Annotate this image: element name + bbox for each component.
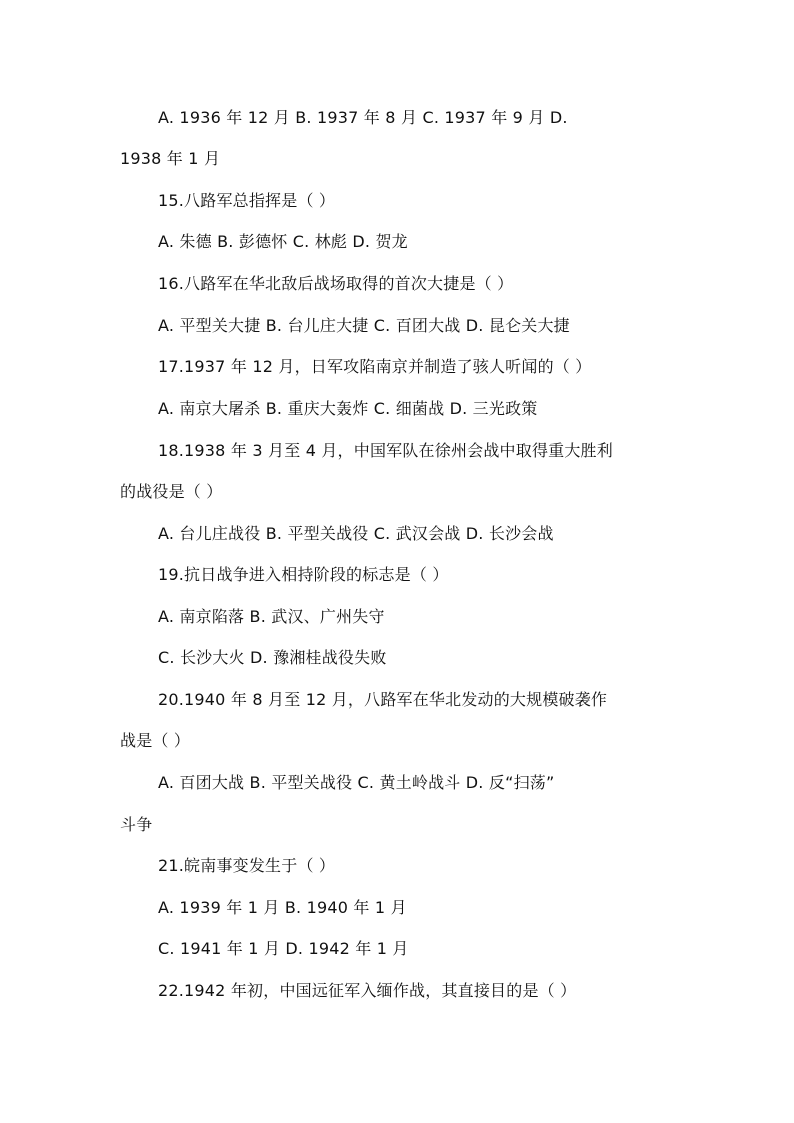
q17-options: A. 南京大屠杀 B. 重庆大轰炸 C. 细菌战 D. 三光政策	[158, 399, 538, 418]
q18-options: A. 台儿庄战役 B. 平型关战役 C. 武汉会战 D. 长沙会战	[158, 524, 554, 543]
q18-question-line1: 18.1938 年 3 月至 4 月，中国军队在徐州会战中取得重大胜利	[158, 441, 613, 460]
q18-question-line2: 的战役是（ ）	[120, 482, 223, 501]
q20-options-line2: 斗争	[120, 815, 153, 834]
q14-options-line1: A. 1936 年 12 月 B. 1937 年 8 月 C. 1937 年 9 月 D.	[158, 108, 568, 127]
q16-options: A. 平型关大捷 B. 台儿庄大捷 C. 百团大战 D. 昆仑关大捷	[158, 316, 570, 335]
q20-question-line1: 20.1940 年 8 月至 12 月，八路军在华北发动的大规模破袭作	[158, 690, 608, 709]
q21-options-line1: A. 1939 年 1 月 B. 1940 年 1 月	[158, 898, 407, 917]
q15-question: 15.八路军总指挥是（ ）	[158, 191, 336, 210]
q16-question: 16.八路军在华北敌后战场取得的首次大捷是（ ）	[158, 274, 514, 293]
q21-options-line2: C. 1941 年 1 月 D. 1942 年 1 月	[158, 939, 409, 958]
q15-options: A. 朱德 B. 彭德怀 C. 林彪 D. 贺龙	[158, 232, 408, 251]
q17-question: 17.1937 年 12 月，日军攻陷南京并制造了骇人听闻的（ ）	[158, 357, 592, 376]
q19-options-line2: C. 长沙大火 D. 豫湘桂战役失败	[158, 648, 387, 667]
q19-question: 19.抗日战争进入相持阶段的标志是（ ）	[158, 565, 449, 584]
q20-options-line1: A. 百团大战 B. 平型关战役 C. 黄土岭战斗 D. 反“扫荡”	[158, 773, 555, 792]
q21-question: 21.皖南事变发生于（ ）	[158, 856, 336, 875]
q14-options-line2: 1938 年 1 月	[120, 149, 221, 168]
q20-question-line2: 战是（ ）	[120, 731, 191, 750]
q19-options-line1: A. 南京陷落 B. 武汉、广州失守	[158, 607, 385, 626]
q22-question: 22.1942 年初，中国远征军入缅作战，其直接目的是（ ）	[158, 981, 577, 1000]
